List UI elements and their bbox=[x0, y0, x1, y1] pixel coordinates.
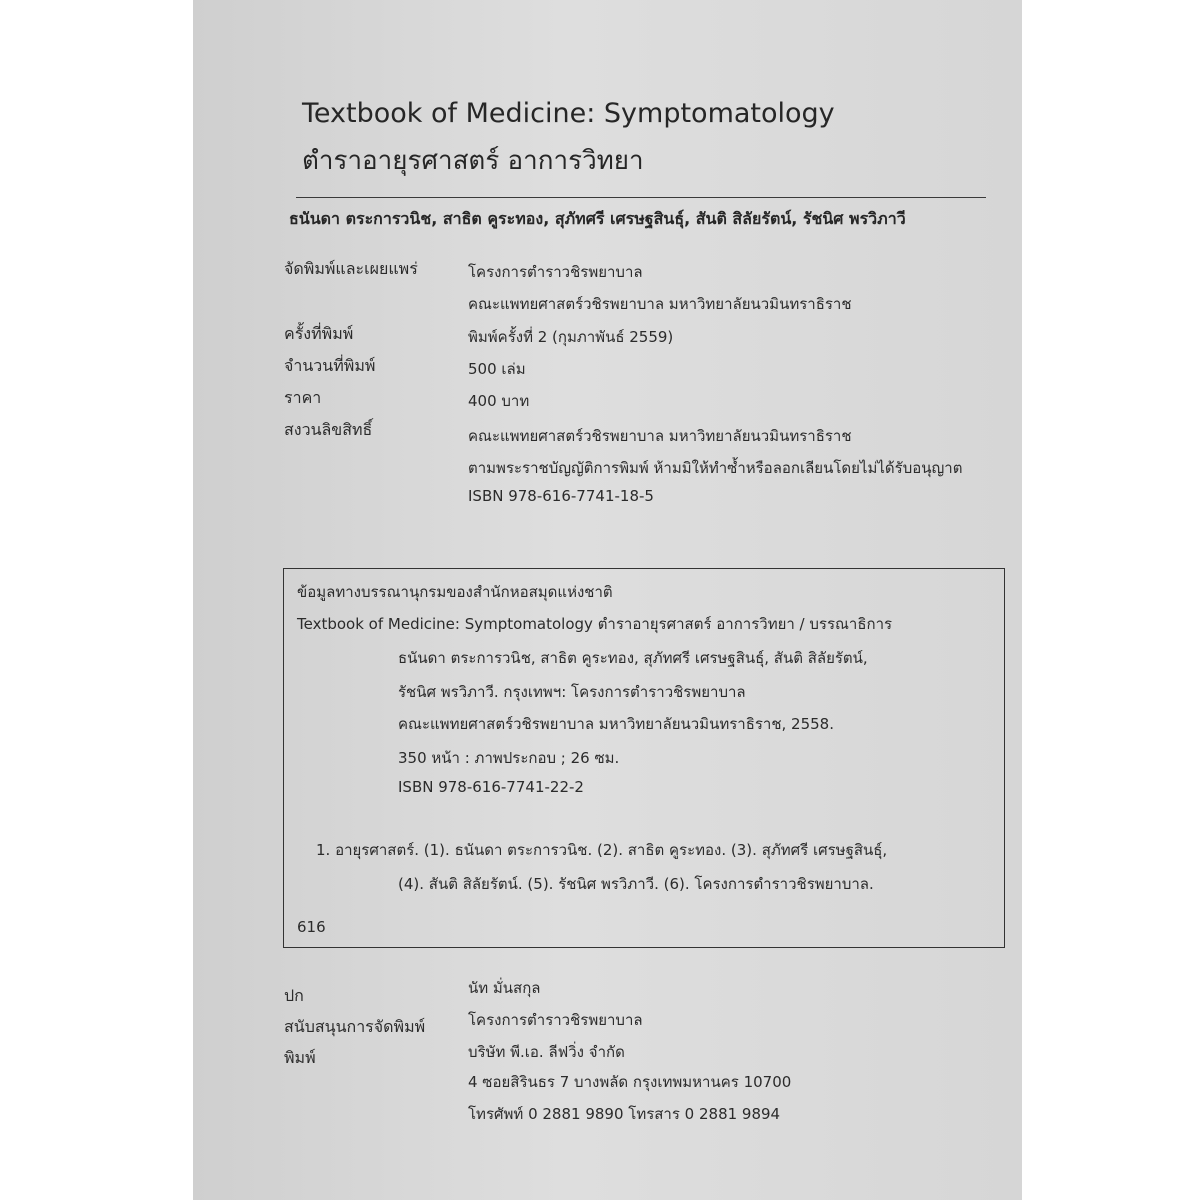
isbn-text: ISBN 978-616-7741-18-5 bbox=[468, 487, 654, 505]
copyright-line-1: คณะแพทยศาสตร์วชิรพยาบาล มหาวิทยาลัยนวมินทราธิราช bbox=[468, 427, 852, 445]
cip-isbn: ISBN 978-616-7741-22-2 bbox=[398, 778, 584, 796]
copies-label: จำนวนที่พิมพ์ bbox=[284, 356, 376, 375]
copies-value: 500 เล่ม bbox=[468, 360, 526, 378]
printer-line-1: บริษัท พี.เอ. ลีฟวิ่ง จำกัด bbox=[468, 1043, 625, 1061]
support-value: โครงการตำราวชิรพยาบาล bbox=[468, 1011, 643, 1029]
price-value: 400 บาท bbox=[468, 392, 530, 410]
printer-line-3: โทรศัพท์ 0 2881 9890 โทรสาร 0 2881 9894 bbox=[468, 1105, 781, 1123]
authors-line: ธนันดา ตระการวนิช, สาธิต คูระทอง, สุภัทศรี เศรษฐสินธุ์, สันติ สิลัยรัตน์, รัชนิศ พรวิภาวี bbox=[289, 209, 906, 228]
title-divider bbox=[296, 197, 986, 198]
cover-label: ปก bbox=[284, 986, 304, 1005]
cip-line-2: ธนันดา ตระการวนิช, สาธิต คูระทอง, สุภัทศรี เศรษฐสินธุ์, สันติ สิลัยรัตน์, bbox=[398, 649, 868, 667]
cip-line-3: รัชนิศ พรวิภาวี. กรุงเทพฯ: โครงการตำราวชิรพยาบาล bbox=[398, 683, 746, 701]
cip-line-4: คณะแพทยศาสตร์วชิรพยาบาล มหาวิทยาลัยนวมินทราธิราช, 2558. bbox=[398, 715, 834, 733]
cip-line-1: Textbook of Medicine: Symptomatology ตำราอายุรศาสตร์ อาการวิทยา / บรรณาธิการ bbox=[297, 615, 893, 633]
publisher-line-1: โครงการตำราวชิรพยาบาล bbox=[468, 263, 643, 281]
publisher-line-2: คณะแพทยศาสตร์วชิรพยาบาล มหาวิทยาลัยนวมินทราธิราช bbox=[468, 295, 852, 313]
publisher-label: จัดพิมพ์และเผยแพร่ bbox=[284, 259, 418, 278]
copyright-label: สงวนลิขสิทธิ์ bbox=[284, 420, 373, 439]
cip-heading: ข้อมูลทางบรรณานุกรมของสำนักหอสมุดแห่งชาติ bbox=[297, 583, 613, 601]
cip-subject-2: (4). สันติ สิลัยรัตน์. (5). รัชนิศ พรวิภาวี. (6). โครงการตำราวชิรพยาบาล. bbox=[398, 875, 874, 893]
cip-line-5: 350 หน้า : ภาพประกอบ ; 26 ซม. bbox=[398, 749, 620, 767]
cip-subject-1: 1. อายุรศาสตร์. (1). ธนันดา ตระการวนิช. (2). สาธิต คูระทอง. (3). สุภัทศรี เศรษฐสินธุ์, bbox=[316, 841, 888, 859]
title-thai: ตำราอายุรศาสตร์ อาการวิทยา bbox=[302, 146, 644, 176]
edition-label: ครั้งที่พิมพ์ bbox=[284, 324, 354, 343]
price-label: ราคา bbox=[284, 388, 322, 407]
support-label: สนับสนุนการจัดพิมพ์ bbox=[284, 1017, 426, 1036]
cover-value: นัท มั่นสกุล bbox=[468, 979, 541, 997]
copyright-line-2: ตามพระราชบัญญัติการพิมพ์ ห้ามมิให้ทำซ้ำหรือลอกเลียนโดยไม่ได้รับอนุญาต bbox=[468, 459, 963, 477]
printer-label: พิมพ์ bbox=[284, 1048, 316, 1067]
title-english: Textbook of Medicine: Symptomatology bbox=[302, 98, 835, 129]
edition-value: พิมพ์ครั้งที่ 2 (กุมภาพันธ์ 2559) bbox=[468, 328, 674, 346]
cip-classification: 616 bbox=[297, 918, 326, 936]
printer-line-2: 4 ซอยสิรินธร 7 บางพลัด กรุงเทพมหานคร 10700 bbox=[468, 1073, 792, 1091]
